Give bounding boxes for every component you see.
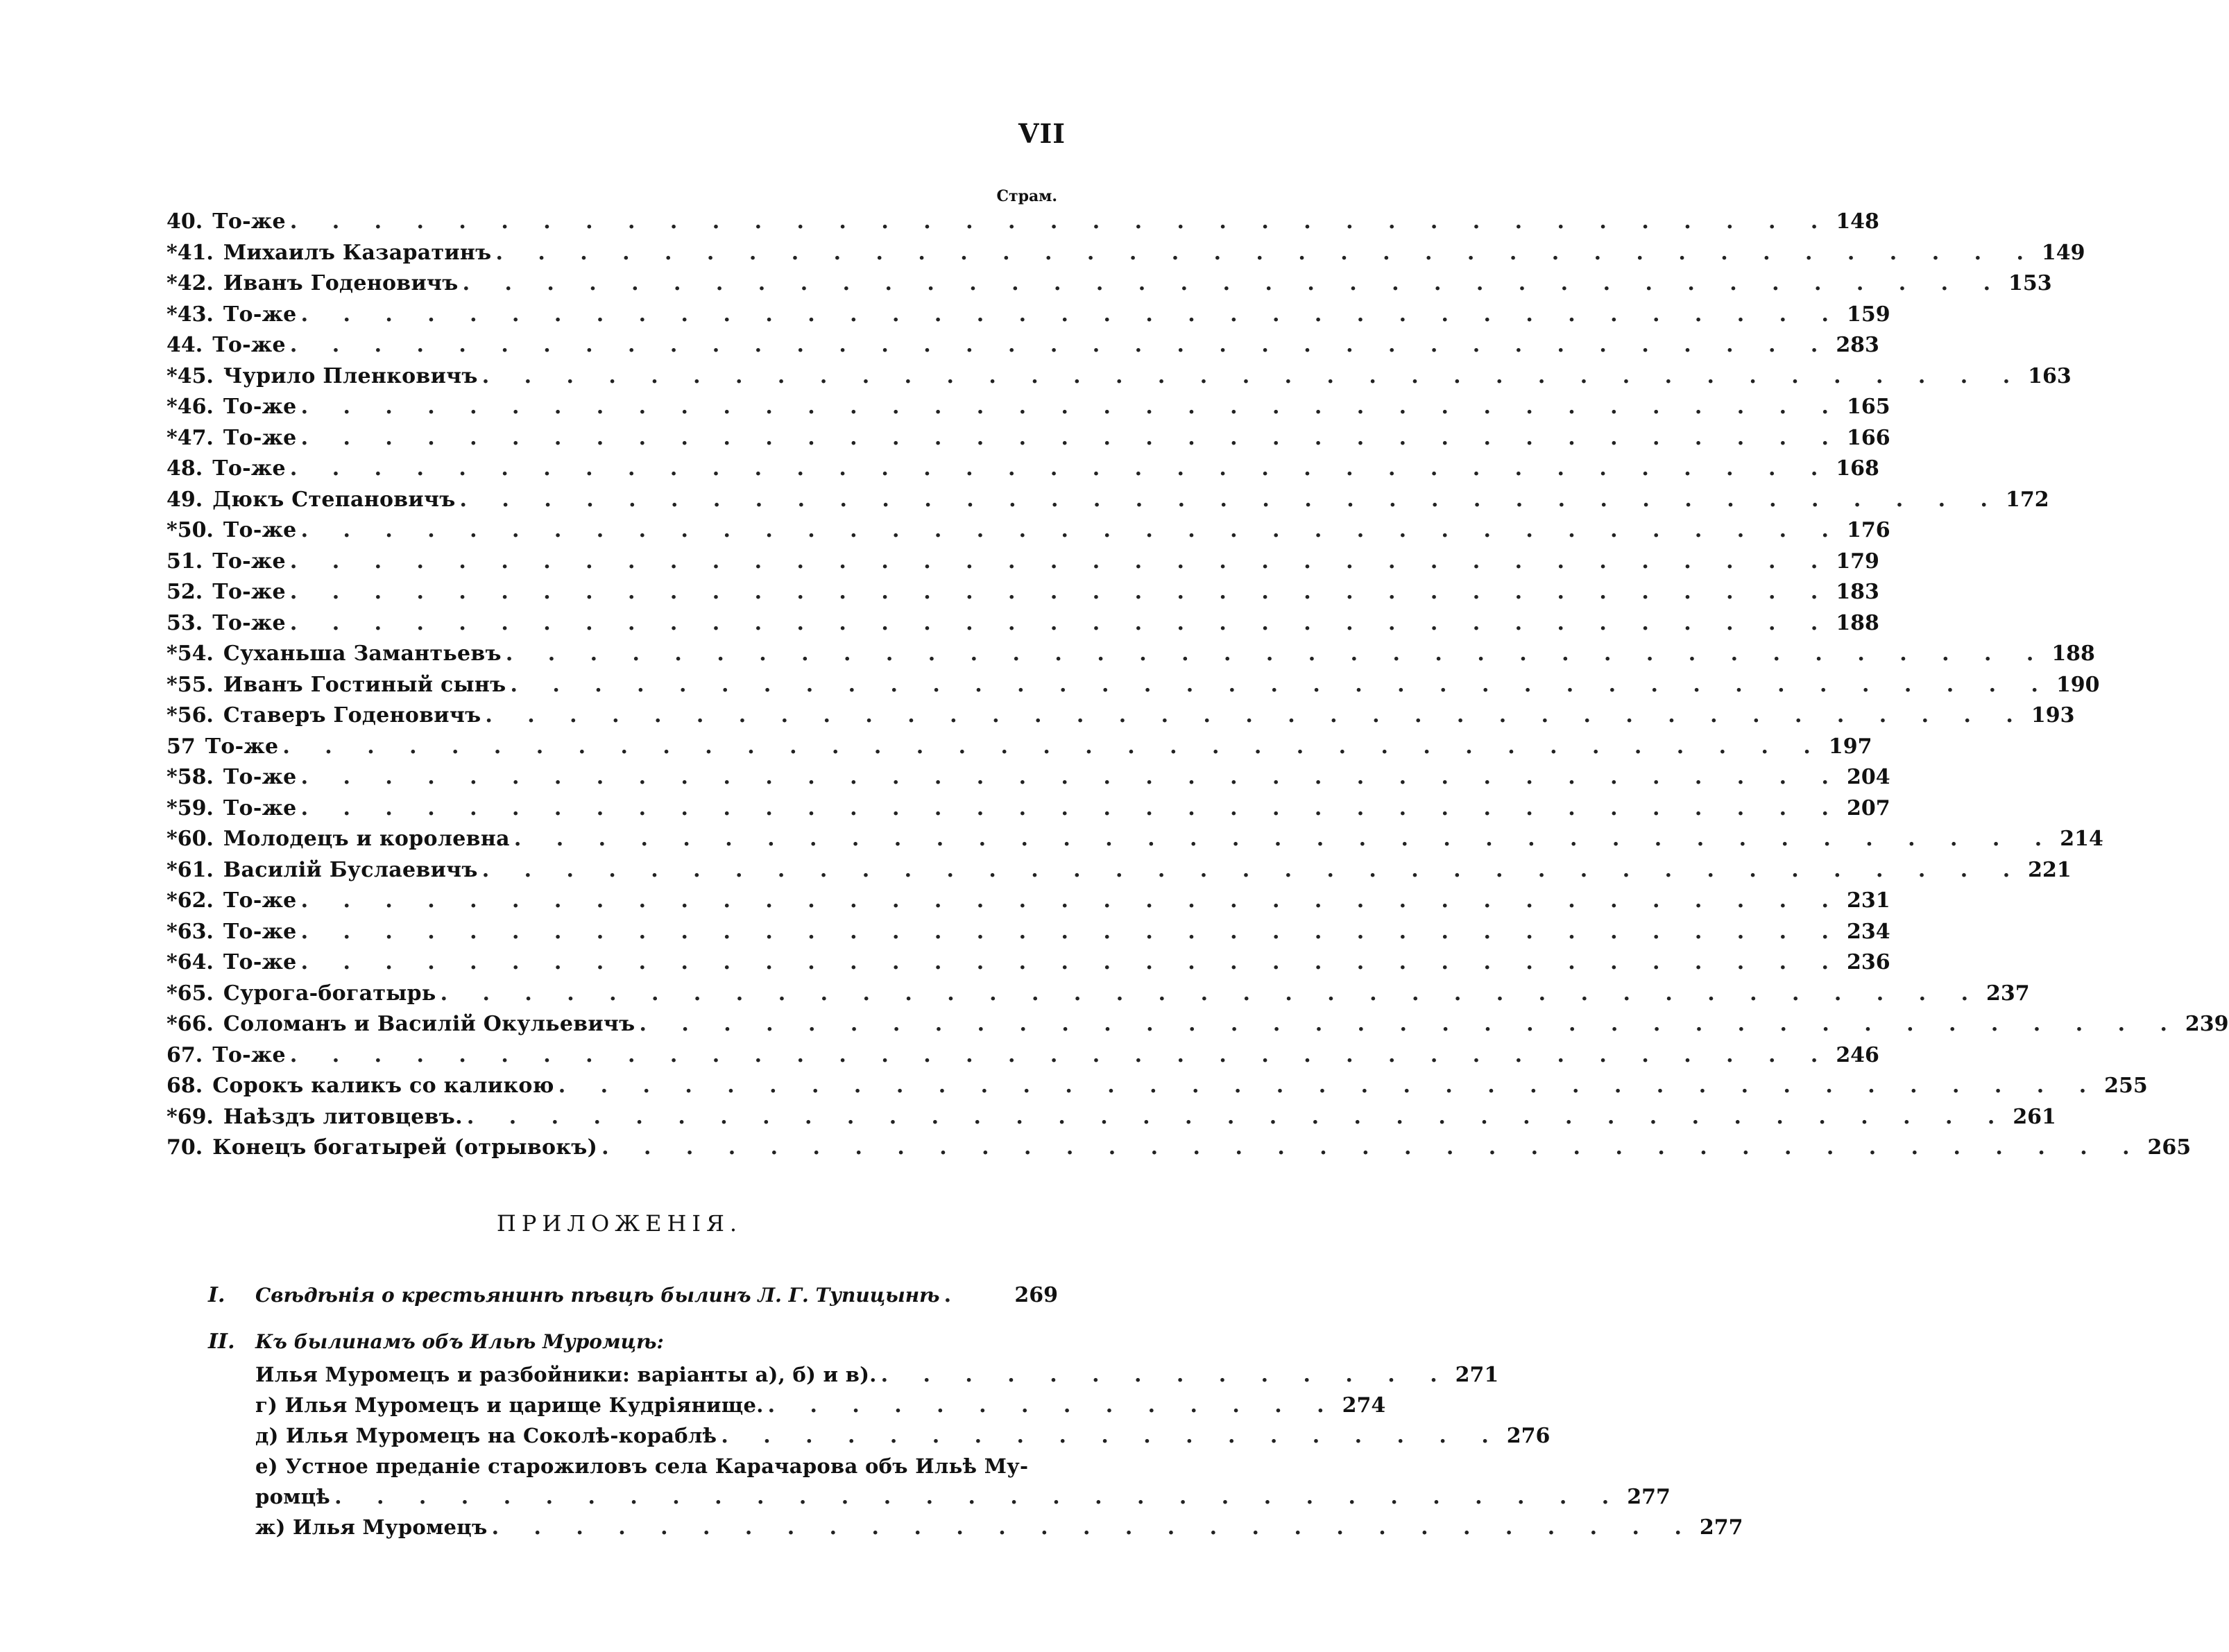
dot-leader: . . . . . . . . . . . . . . . . . . . . . . . . . . . . . . . . . . . . . xyxy=(481,857,2024,882)
toc-row xyxy=(166,302,1890,334)
toc-row xyxy=(166,425,1890,457)
table-of-contents xyxy=(166,209,2229,1167)
toc-row xyxy=(166,487,2049,519)
dot-leader: . . . . . . . . . . . . . . . . . . . xyxy=(721,1424,1503,1448)
toc-entry-page: 183 xyxy=(1836,580,1879,604)
subitem-row xyxy=(255,1363,1499,1393)
appendix-subitems xyxy=(255,1363,1743,1546)
toc-entry-page: 283 xyxy=(1836,333,1879,357)
toc-row xyxy=(166,395,1890,426)
toc-entry-number: *60. xyxy=(166,827,214,851)
toc-row xyxy=(166,919,1890,951)
toc-row xyxy=(166,209,1879,241)
appendix-item-number: I. xyxy=(208,1283,225,1307)
toc-row xyxy=(166,765,1890,796)
toc-entry-number: *46. xyxy=(166,395,214,419)
toc-row xyxy=(166,950,1890,981)
toc-entry-title: Михаилъ Казаратинъ xyxy=(223,240,492,265)
appendix-item-title: Свѣдѣнія о крестьянинѣ пѣвцѣ былинъ Л. Г. Тупицынѣ xyxy=(255,1284,940,1307)
toc-entry-title: То-же xyxy=(212,456,286,481)
toc-entry-title: То-же xyxy=(223,425,297,450)
toc-entry-title: То-же xyxy=(212,610,286,635)
dot-leader: . . . . . . . . . . . . . . . . . . . . . . . . . . . . . . . . . . . . . xyxy=(481,363,2024,388)
dot-leader: . . . . . . . . . . . . . . . . . . . . . . . . . . . . . . . . . . . . . xyxy=(558,1074,2101,1098)
subitem-page: 276 xyxy=(1506,1424,1551,1448)
subitem-page: 277 xyxy=(1627,1485,1671,1509)
toc-row xyxy=(166,518,1890,549)
dot-leader: . . . . . . . . . . . . . . . . . . . . . . . . . . . . . . . . . . . . . xyxy=(300,518,1843,542)
dot-leader: . . . . . . . . . . . . . . . . . . . . . . . . . . . . . . . . . . . . . xyxy=(466,1104,2009,1129)
dot-leader: . . . . . . . . . . . . . . . . . . . . . . . . . . . . . . . . . . . . . xyxy=(300,950,1843,974)
dot-leader: . . . . . . . . . . . . . . xyxy=(880,1363,1451,1387)
dot-leader: . . . . . . . . . . . . . . . . . . . . . . . . . . . . . . . . . . . . . xyxy=(282,734,1825,759)
toc-entry-page: 148 xyxy=(1836,209,1879,234)
dot-leader: . . . . . . . . . . . . . . . . . . . . . . . . . . . . . . . . . . . . . xyxy=(289,456,1832,481)
toc-row xyxy=(166,703,2075,734)
dot-leader: . . . . . . . . . . . . . . . . . . . . . . . . . . . . . . . . . . . . . xyxy=(639,1012,2181,1036)
toc-entry-page: 190 xyxy=(2056,672,2100,697)
appendix-heading: ПРИЛОЖЕНІЯ. xyxy=(496,1210,743,1237)
toc-entry-title: То-же xyxy=(212,209,286,234)
subitem-row xyxy=(255,1424,1551,1454)
toc-entry-number: *66. xyxy=(166,1012,214,1036)
toc-entry-page: 188 xyxy=(2051,642,2095,666)
toc-row xyxy=(166,1074,2148,1105)
dot-leader: . . . . . . . . . . . . . . . . . . . . . . . . . . . . . . . . . . . . . xyxy=(300,888,1843,913)
toc-entry-title: То-же xyxy=(212,580,286,604)
toc-entry-page: 237 xyxy=(1986,981,2030,1006)
toc-row xyxy=(166,1042,1879,1074)
appendix-item-title: Къ былинамъ объ Ильѣ Муромцѣ: xyxy=(255,1330,664,1353)
dot-leader: . . . . . . . . . . . . . . . . . . . . . . . . . . . . . . . . . . . . . xyxy=(289,610,1832,635)
toc-row xyxy=(166,1012,2229,1043)
toc-entry-number: *69. xyxy=(166,1104,214,1129)
dot-leader: . . . . . . . . . . . . . . . . . . . . . . . . . . . . . . . . . . . . . xyxy=(440,981,1983,1006)
dot-leader: . . . . . . . . . . . . . . . . . . . . . . . . . . . . . . . . . . . . . xyxy=(289,333,1832,357)
toc-row xyxy=(166,734,1872,766)
toc-row xyxy=(166,795,1890,827)
toc-entry-number: *43. xyxy=(166,302,214,327)
toc-entry-page: 246 xyxy=(1836,1042,1879,1067)
toc-row xyxy=(166,610,1879,642)
dot-leader: . . . . . . . . . . . . . . . . . . . . . . . . . . . . . . . . . . . . . xyxy=(601,1135,2144,1160)
toc-entry-title: Соломанъ и Василій Окульевичъ xyxy=(223,1012,635,1036)
toc-entry-page: 153 xyxy=(2008,271,2052,295)
toc-entry-number: *65. xyxy=(166,981,214,1006)
toc-entry-page: 188 xyxy=(1836,610,1879,635)
dot-leader: . . . . . . . . . . . . . . . . . . . . . . . . . . . . . . . . . . . . . xyxy=(300,302,1843,327)
toc-entry-page: 197 xyxy=(1828,734,1872,759)
toc-entry-page: 236 xyxy=(1847,950,1890,974)
toc-entry-number: 40. xyxy=(166,209,203,234)
subitem-continuation: ромцѣ xyxy=(255,1485,331,1508)
toc-entry-page: 239 xyxy=(2185,1012,2229,1036)
subitem-page: 271 xyxy=(1455,1363,1499,1387)
page-column-label: Страм. xyxy=(996,187,1057,205)
toc-entry-page: 168 xyxy=(1836,456,1879,481)
dot-leader: . . . . . . . . . . . . . . . . . . . . . . . . . . . . . . . . . . . . . xyxy=(289,1042,1832,1067)
subitem-title: Илья Муромецъ и разбойники: варіанты а), б) и в). xyxy=(255,1363,877,1386)
dot-leader: . . . . . . . . . . . . . . . . . . . . . . . . . . . . . . . . . . . . . xyxy=(495,240,2038,265)
subitem-row xyxy=(255,1393,1386,1424)
toc-entry-title: То-же xyxy=(223,795,297,820)
dot-leader: . . . . . . . . . . . . . . . . . . . . . . . . . . . . . . . . . . . . . xyxy=(300,395,1843,419)
toc-entry-title: То-же xyxy=(212,549,286,574)
toc-row xyxy=(166,1104,2056,1136)
toc-row xyxy=(166,456,1879,488)
toc-entry-page: 163 xyxy=(2028,363,2072,388)
toc-entry-title: Иванъ Гостиный сынъ xyxy=(223,672,506,697)
toc-entry-page: 159 xyxy=(1847,302,1890,327)
toc-entry-number: *62. xyxy=(166,888,214,913)
toc-row xyxy=(166,672,2100,704)
toc-entry-page: 261 xyxy=(2013,1104,2056,1129)
toc-entry-number: *45. xyxy=(166,363,214,388)
toc-entry-title: Наѣздъ литовцевъ. xyxy=(223,1104,463,1129)
toc-entry-title: Конецъ богатырей (отрывокъ) xyxy=(212,1135,598,1160)
subitem-row xyxy=(255,1515,1743,1546)
toc-entry-number: *56. xyxy=(166,703,214,728)
toc-entry-title: Иванъ Годеновичъ xyxy=(223,271,459,295)
toc-entry-page: 214 xyxy=(2060,827,2103,851)
toc-entry-number: *50. xyxy=(166,518,214,542)
toc-entry-title: То-же xyxy=(223,888,297,913)
toc-entry-page: 255 xyxy=(2104,1074,2148,1098)
dot-leader: . . . . . . . . . . . . . . xyxy=(767,1393,1338,1418)
toc-entry-page: 176 xyxy=(1847,518,1890,542)
subitem-title: д) Илья Муромецъ на Соколѣ-кораблѣ xyxy=(255,1424,717,1447)
appendix-item-2 xyxy=(208,1330,1058,1360)
toc-entry-number: *54. xyxy=(166,642,214,666)
dot-leader: . . . . . . . . . . . . . . . . . . . . . . . . . . . . . . . . . . . . . xyxy=(289,209,1832,234)
subitem-title: г) Илья Муромецъ и царище Кудріянище. xyxy=(255,1393,764,1417)
subitem-row xyxy=(255,1485,1671,1515)
toc-entry-page: 179 xyxy=(1836,549,1879,574)
appendix-item-1 xyxy=(208,1283,1058,1314)
dot-leader: . . . . . . . . . . . . . . . . . . . . . . . . . . . . . . . . . . . . . xyxy=(300,919,1843,944)
toc-entry-page: 193 xyxy=(2031,703,2075,728)
toc-row xyxy=(166,827,2103,858)
toc-row xyxy=(166,642,2095,673)
toc-entry-page: 166 xyxy=(1847,425,1890,450)
toc-entry-title: То-же xyxy=(223,518,297,542)
toc-row xyxy=(166,363,2072,395)
toc-entry-title: То-же xyxy=(223,302,297,327)
dot-leader: . xyxy=(943,1283,966,1307)
toc-entry-page: 234 xyxy=(1847,919,1890,944)
toc-entry-page: 165 xyxy=(1847,395,1890,419)
toc-entry-number: *47. xyxy=(166,425,214,450)
toc-entry-title: Сурога-богатырь xyxy=(223,981,436,1006)
dot-leader: . . . . . . . . . . . . . . . . . . . . . . . . . . . . . . . . . . . . . xyxy=(289,580,1832,604)
toc-entry-title: Василій Буслаевичъ xyxy=(223,857,478,882)
toc-row xyxy=(166,240,2085,272)
toc-entry-number: 57 xyxy=(166,734,196,759)
toc-entry-number: *41. xyxy=(166,240,214,265)
toc-entry-title: То-же xyxy=(223,765,297,789)
dot-leader: . . . . . . . . . . . . . . . . . . . . . . . . . . . . . . . . . . . . . xyxy=(300,795,1843,820)
dot-leader: . . . . . . . . . . . . . . . . . . . . . . . . . . . . . xyxy=(491,1515,1696,1540)
toc-entry-title: То-же xyxy=(212,333,286,357)
toc-entry-title: То-же xyxy=(223,950,297,974)
toc-entry-title: Сорокъ каликъ со каликою xyxy=(212,1074,554,1098)
toc-row xyxy=(166,333,1879,364)
toc-entry-title: Молодецъ и королевна xyxy=(223,827,510,851)
dot-leader: . . . . . . . . . . . . . . . . . . . . . . . . . . . . . . . . . . . . . xyxy=(510,672,2052,697)
toc-entry-page: 221 xyxy=(2028,857,2072,882)
toc-entry-title: То-же xyxy=(223,919,297,944)
toc-entry-number: *61. xyxy=(166,857,214,882)
toc-entry-number: 67. xyxy=(166,1042,203,1067)
dot-leader: . . . . . . . . . . . . . . . . . . . . . . . . . . . . . . . . . . . . . xyxy=(300,425,1843,450)
toc-entry-number: 51. xyxy=(166,549,203,574)
toc-row xyxy=(166,857,2072,889)
dot-leader: . . . . . . . . . . . . . . . . . . . . . . . . . . . . . . . . . . . . . xyxy=(462,271,2005,295)
toc-entry-number: *59. xyxy=(166,795,214,820)
toc-entry-page: 231 xyxy=(1847,888,1890,913)
toc-entry-number: 49. xyxy=(166,487,203,512)
subitem-title: ж) Илья Муромецъ xyxy=(255,1515,488,1539)
dot-leader: . . . . . . . . . . . . . . . . . . . . . . . . . . . . . . . . . . . . . xyxy=(485,703,2027,728)
toc-row xyxy=(166,888,1890,920)
toc-row xyxy=(166,1135,2192,1167)
dot-leader: . . . . . . . . . . . . . . . . . . . . . . . . . . . . . . . . . . . . . xyxy=(289,549,1832,574)
toc-entry-number: 68. xyxy=(166,1074,203,1098)
toc-entry-number: *58. xyxy=(166,765,214,789)
appendix-item-page: 269 xyxy=(1014,1283,1058,1307)
toc-entry-number: 48. xyxy=(166,456,203,481)
subitem-title: е) Устное преданіе старожиловъ села Карачарова объ Ильѣ Му- xyxy=(255,1454,1029,1478)
toc-entry-page: 149 xyxy=(2041,240,2085,265)
toc-entry-title: Суханьша Замантьевъ xyxy=(223,642,502,666)
appendix-item-number: II. xyxy=(208,1330,235,1354)
dot-leader: . . . . . . . . . . . . . . . . . . . . . . . . . . . . . . . . . . . . . xyxy=(513,827,2056,851)
toc-entry-title: Дюкъ Степановичъ xyxy=(212,487,456,512)
toc-entry-page: 207 xyxy=(1847,795,1890,820)
toc-entry-page: 265 xyxy=(2147,1135,2192,1160)
toc-entry-number: 70. xyxy=(166,1135,203,1160)
toc-entry-number: *63. xyxy=(166,919,214,944)
dot-leader: . . . . . . . . . . . . . . . . . . . . . . . . . . . . . . . . . . . . . xyxy=(459,487,2001,512)
toc-row xyxy=(166,981,2030,1013)
toc-entry-title: Ставеръ Годеновичъ xyxy=(223,703,481,728)
dot-leader: . . . . . . . . . . . . . . . . . . . . . . . . . . . . . . . . . . . . . xyxy=(505,642,2048,666)
toc-entry-page: 204 xyxy=(1847,765,1890,789)
toc-entry-number: 44. xyxy=(166,333,203,357)
toc-entry-number: 52. xyxy=(166,580,203,604)
toc-entry-title: То-же xyxy=(212,1042,286,1067)
toc-entry-number: *55. xyxy=(166,672,214,697)
toc-row xyxy=(166,549,1879,580)
toc-row xyxy=(166,580,1879,611)
toc-entry-number: *64. xyxy=(166,950,214,974)
dot-leader: . . . . . . . . . . . . . . . . . . . . . . . . . . . . . . . xyxy=(334,1485,1623,1509)
toc-entry-title: То-же xyxy=(205,734,279,759)
toc-entry-title: То-же xyxy=(223,395,297,419)
subitem-page: 274 xyxy=(1342,1393,1386,1418)
toc-entry-number: *42. xyxy=(166,271,214,295)
toc-entry-number: 53. xyxy=(166,610,203,635)
toc-row xyxy=(166,271,2052,302)
toc-entry-page: 172 xyxy=(2005,487,2049,512)
dot-leader: . . . . . . . . . . . . . . . . . . . . . . . . . . . . . . . . . . . . . xyxy=(300,765,1843,789)
subitem-page: 277 xyxy=(1699,1515,1743,1540)
toc-entry-title: Чурило Пленковичъ xyxy=(223,363,478,388)
page-number: VII xyxy=(1018,118,1066,149)
subitem-row xyxy=(255,1454,1058,1485)
